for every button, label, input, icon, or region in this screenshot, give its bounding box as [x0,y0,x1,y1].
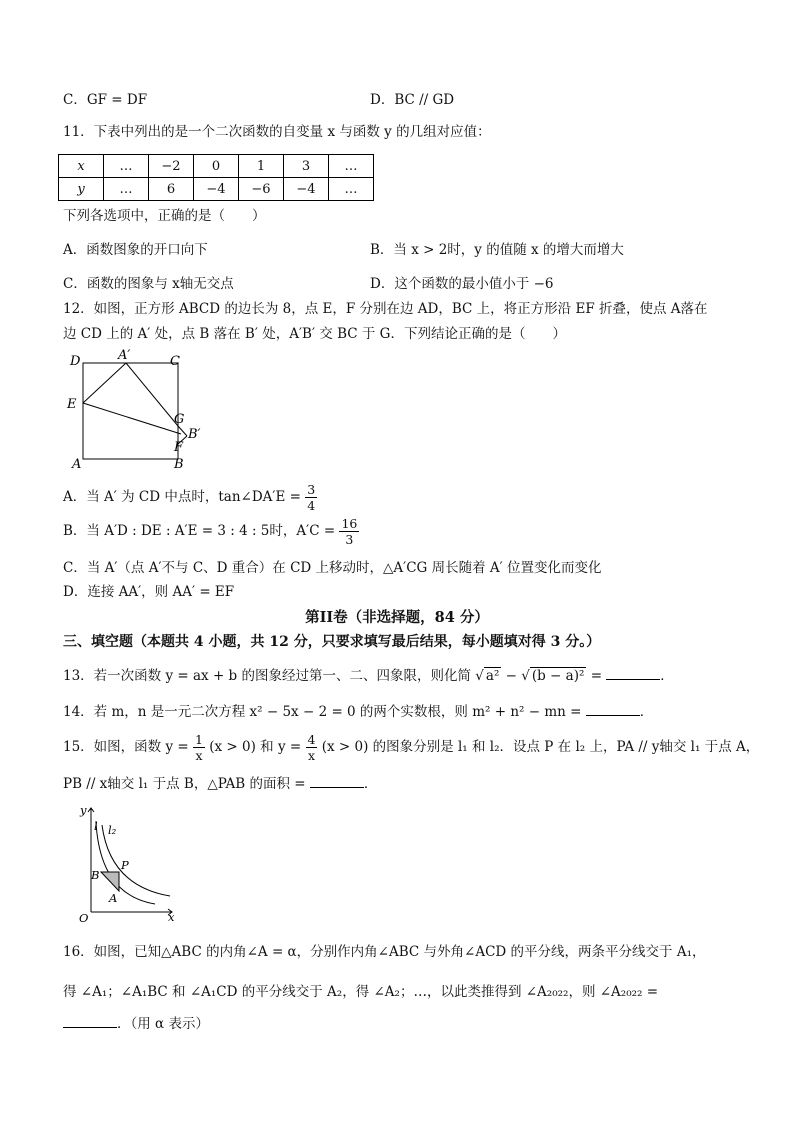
table-cell: x [59,155,104,178]
q11-option-c: C．函数的图象与 x轴无交点 [63,276,234,292]
table-cell: 3 [284,155,329,178]
q13: 13．若一次函数 y = ax + b 的图象经过第一、二、四象限，则化简 √ a² − √ (b − a)² = ． [63,668,674,684]
table-cell: −2 [149,155,194,178]
label-A: A [72,457,82,472]
label-B: B [174,457,184,472]
section-subtitle: 三、填空题（本题共 4 小题，共 12 分，只要求填写最后结果，每小题填对得 3 分。） [63,634,601,650]
table-row [59,178,374,201]
q14: 14．若 m，n 是一元二次方程 x² − 5x − 2 = 0 的两个实数根，则 m² + n² − mn = ． [63,704,654,720]
q11-option-a: A．函数图象的开口向下 [63,242,208,258]
q15-line1 [63,730,759,764]
label-B-prime: B′ [188,427,201,442]
label-A-prime: A′ [118,348,131,363]
q16-line1: 16．如图，已知△ABC 的内角∠A = α，分别作内角∠ABC 与外角∠ACD 的平分线，两条平分线交于 A₁， [63,944,706,960]
label-E: E [67,397,77,412]
q12-stem-line1: 12．如图，正方形 ABCD 的边长为 8，点 E，F 分别在边 AD，BC 上，将正方形沿 EF 折叠，使点 A落在 [63,301,708,317]
q10-option-d: D．BC // GD [370,92,455,108]
section-title: 第II卷（非选择题，84 分） [305,609,489,626]
table-row [59,155,374,178]
q16-line2: 得 ∠A₁；∠A₁BC 和 ∠A₁CD 的平分线交于 A₂，得 ∠A₂；…，以此类推得到 ∠A₂₀₂₂，则 ∠A₂₀₂₂ = [63,984,659,1000]
q11-option-d: D．这个函数的最小值小于 −6 [370,276,554,292]
q15-line2: PB // x轴交 l₁ 于点 B，△PAB 的面积 = ． [63,776,378,792]
table-cell: −4 [284,178,329,201]
fraction-numerator: 1 [195,732,203,747]
fraction [193,732,205,763]
label-O: O [79,911,89,925]
q12-option-b [63,516,359,547]
table-cell: … [329,178,374,201]
q15-text-b: (x > 0) 和 y = [209,739,302,755]
q16-line3 [63,1014,209,1034]
label-F: F [174,440,184,455]
table-cell: … [104,155,149,178]
q12-stem-line2: 边 CD 上的 A′ 处，点 B 落在 B′ 处，A′B′ 交 BC 于 G．下列结论正确的是（ ） [63,326,566,342]
q15-line2-text: PB // x轴交 l₁ 于点 B，△PAB 的面积 = [63,776,306,792]
table-cell: y [59,178,104,201]
q12-option-b-text: B．当 A′D : DE : A′E = 3 : 4 : 5时，A′C = [63,523,336,539]
q16-line3-text: ．（用 α 表示） [117,1016,209,1032]
label-l1: l [94,819,98,833]
fraction [305,482,317,513]
label-A: A [109,891,118,905]
q13-sqrt-a: a² [485,668,500,684]
label-y: y [80,803,87,817]
q12-option-d: D．连接 AA′，则 AA′ = EF [63,584,235,600]
q11-value-table [58,154,374,201]
q11-prompt: 下列各选项中，正确的是（ ） [63,208,266,224]
fraction-denominator: 4 [307,498,316,513]
answer-blank[interactable] [606,679,660,680]
q15-hyperbola-figure [60,800,185,925]
q12-square-figure [60,348,210,473]
answer-blank[interactable] [63,1027,117,1028]
label-l2: l₂ [108,823,117,837]
label-x: x [168,910,175,924]
answer-blank[interactable] [310,787,364,788]
table-cell: −4 [194,178,239,201]
q15-text-c: (x > 0) 的图象分别是 l₁ 和 l₂．设点 P 在 l₂ 上，PA // y轴交 l₁ 于点 A， [321,739,760,755]
fraction-denominator: 3 [345,532,354,547]
table-cell: … [329,155,374,178]
table-cell: −6 [239,178,284,201]
q12-option-a-text: A．当 A′ 为 CD 中点时，tan∠DA′E = [63,489,301,505]
fraction-denominator: x [195,748,203,763]
q12-option-c: C．当 A′（点 A′不与 C、D 重合）在 CD 上移动时，△A′CG 周长随着 A′ 位置变化而变化 [63,560,602,576]
q12-option-a [63,482,317,513]
q11-option-b: B．当 x > 2时，y 的值随 x 的增大而增大 [370,242,624,258]
answer-blank[interactable] [586,715,640,716]
q10-option-c: C．GF = DF [63,92,148,108]
fraction-denominator: x [307,748,315,763]
label-B: B [91,868,100,882]
fraction [306,732,318,763]
q13-equals: = [590,668,602,684]
label-P: P [121,858,129,872]
table-cell: 1 [239,155,284,178]
q13-text: 13．若一次函数 y = ax + b 的图象经过第一、二、四象限，则化简 [63,668,471,684]
table-cell: … [104,178,149,201]
label-G: G [174,412,185,427]
q13-sqrt-b-a: (b − a)² [531,668,585,684]
fraction-numerator: 3 [307,482,316,497]
q11-stem: 11．下表中列出的是一个二次函数的自变量 x 与函数 y 的几组对应值： [63,124,491,140]
label-C: C [170,354,180,369]
fraction-numerator: 4 [307,732,316,747]
fraction [339,516,359,547]
q14-text: 14．若 m，n 是一元二次方程 x² − 5x − 2 = 0 的两个实数根，则 m² + n² − mn = [63,704,582,720]
fraction-numerator: 16 [341,516,358,531]
table-cell: 6 [149,178,194,201]
label-D: D [70,354,81,369]
table-cell: 0 [194,155,239,178]
q15-text-a: 15．如图，函数 y = [63,739,189,755]
